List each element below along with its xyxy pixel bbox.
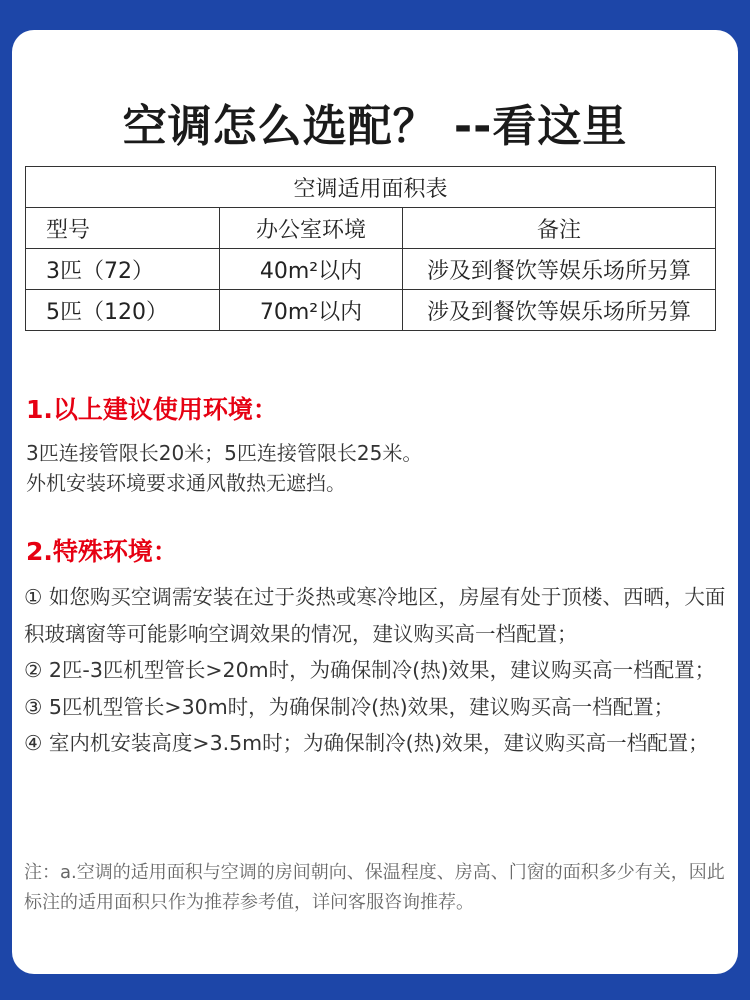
table-row xyxy=(26,249,716,290)
section2-heading: 2.特殊环境： xyxy=(26,537,178,566)
table-cell: 涉及到餐饮等娱乐场所另算 xyxy=(403,290,716,331)
table-cell: 5匹（120） xyxy=(26,290,220,331)
table-caption: 空调适用面积表 xyxy=(26,167,716,208)
column-header-model: 型号 xyxy=(26,208,220,249)
table-cell: 3匹（72） xyxy=(26,249,220,290)
area-table xyxy=(25,166,716,331)
column-header-office: 办公室环境 xyxy=(220,208,403,249)
section1-line: 外机安装环境要求通风散热无遮挡。 xyxy=(26,471,346,495)
content-card xyxy=(12,30,738,974)
section1-body xyxy=(26,438,726,498)
table-row xyxy=(26,290,716,331)
list-item: ② 2匹-3匹机型管长>20m时，为确保制冷(热)效果，建议购买高一档配置； xyxy=(24,658,716,682)
list-item: ① 如您购买空调需安装在过于炎热或寒冷地区，房屋有处于顶楼、西晒，大面积玻璃窗等可能影响空调效果的情况，建议购买高一档配置； xyxy=(24,585,726,646)
section1-heading: 1.以上建议使用环境： xyxy=(26,395,278,424)
table-cell: 40m²以内 xyxy=(220,249,403,290)
page-title: 空调怎么选配？ --看这里 xyxy=(122,101,628,152)
column-header-remark: 备注 xyxy=(403,208,716,249)
table-cell: 涉及到餐饮等娱乐场所另算 xyxy=(403,249,716,290)
section2-body xyxy=(24,579,730,762)
footnote: 注：a.空调的适用面积与空调的房间朝向、保温程度、房高、门窗的面积多少有关，因此标注的适用面积只作为推荐参考值，详问客服咨询推荐。 xyxy=(24,862,725,913)
list-item: ④ 室内机安装高度>3.5m时；为确保制冷(热)效果，建议购买高一档配置； xyxy=(24,731,709,755)
table-caption-row xyxy=(26,167,716,208)
section1-line: 3匹连接管限长20米；5匹连接管限长25米。 xyxy=(26,441,423,465)
list-item: ③ 5匹机型管长>30m时，为确保制冷(热)效果，建议购买高一档配置； xyxy=(24,694,675,719)
table-header-row xyxy=(26,208,716,249)
table-cell: 70m²以内 xyxy=(220,290,403,331)
